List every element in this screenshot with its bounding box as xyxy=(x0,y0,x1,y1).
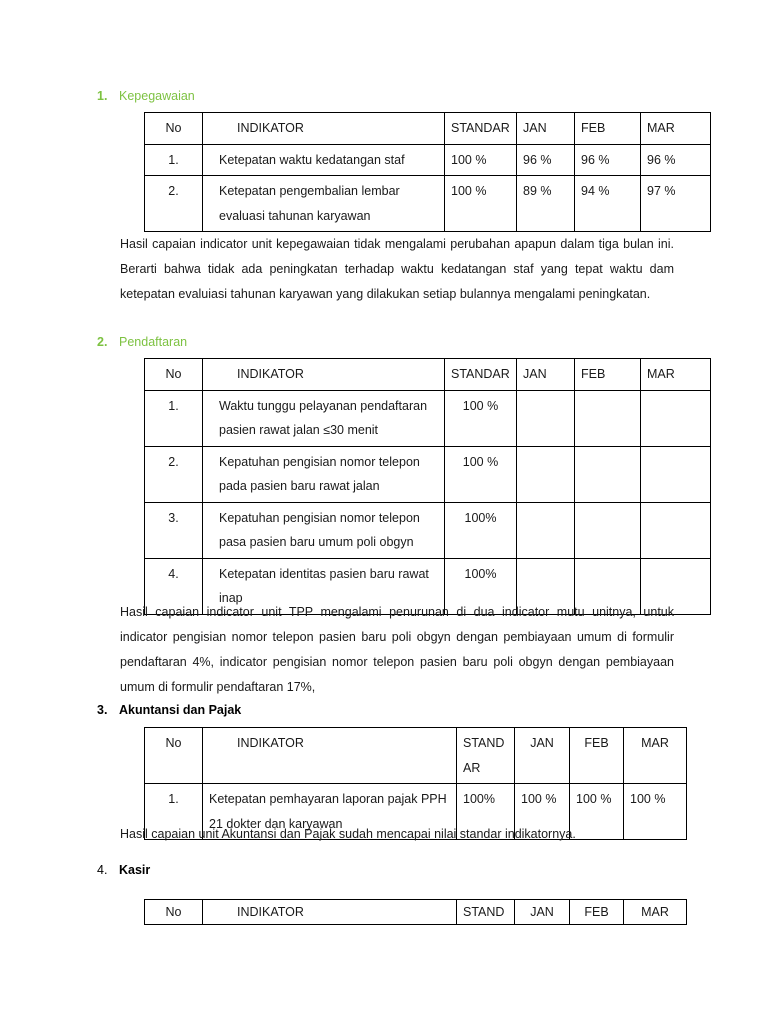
header-jan: JAN xyxy=(515,728,570,784)
header-indikator: INDIKATOR xyxy=(203,359,445,391)
cell-indikator: Ketepatan waktu kedatangan staf xyxy=(203,144,445,176)
cell-indikator: Kepatuhan pengisian nomor telepon pasa pasien baru umum poli obgyn xyxy=(203,502,445,558)
cell-no: 1. xyxy=(145,144,203,176)
cell-no: 1. xyxy=(145,784,203,840)
header-standar: STANDAR xyxy=(445,113,517,145)
table-header-row xyxy=(145,728,687,784)
header-no: No xyxy=(145,728,203,784)
header-no: No xyxy=(145,113,203,145)
section-number: 2. xyxy=(97,335,108,349)
table-row xyxy=(145,446,711,502)
table-header-row xyxy=(145,900,687,925)
cell-jan xyxy=(517,446,575,502)
section-heading-akuntansi xyxy=(97,700,241,720)
cell-no: 1. xyxy=(145,390,203,446)
cell-no: 2. xyxy=(145,176,203,232)
cell-mar xyxy=(641,446,711,502)
cell-mar: 100 % xyxy=(624,784,687,840)
header-no: No xyxy=(145,900,203,925)
cell-standar: 100 % xyxy=(445,446,517,502)
pendaftaran-summary: Hasil capaian indicator unit TPP mengalami penurunan di dua indicator mutu unitnya, untuk indicator pengisian nomor telepon pasien baru poli obgyn dengan pembiayaan umum di formulir pendaftaran 4%, indicator pengisian nomor telepon pasien baru poli obgyn dengan pembiayaan umum di formulir pendaftaran 17%, xyxy=(120,605,674,694)
header-jan: JAN xyxy=(517,113,575,145)
kepegawaian-summary: Hasil capaian indicator unit kepegawaian tidak mengalami perubahan apapun dalam tiga bulan ini. Berarti bahwa tidak ada peningkatan terhadap waktu kedatangan staf yang tepat waktu dam ketepatan evaluiasi tahunan karyawan yang dilakukan setiap bulannya mengalami peningkatan. xyxy=(120,237,674,301)
cell-jan: 96 % xyxy=(517,144,575,176)
section-title: Akuntansi dan Pajak xyxy=(119,703,242,717)
section-number: 4. xyxy=(97,863,108,877)
akuntansi-summary: Hasil capaian unit Akuntansi dan Pajak sudah mencapai nilai standar indikatornya. xyxy=(120,827,576,841)
cell-standar: 100% xyxy=(457,784,515,840)
section-title: Kasir xyxy=(119,863,151,877)
cell-mar: 96 % xyxy=(641,144,711,176)
header-indikator: INDIKATOR xyxy=(203,113,445,145)
table-header-row xyxy=(145,113,711,145)
cell-feb: 96 % xyxy=(575,144,641,176)
header-feb: FEB xyxy=(575,359,641,391)
cell-indikator: Ketepatan pemhayaran laporan pajak PPH 21 dokter dan karyawan xyxy=(203,784,457,840)
header-jan: JAN xyxy=(515,900,570,925)
cell-indikator: Ketepatan identitas pasien baru rawat inap xyxy=(203,558,445,614)
cell-standar: 100% xyxy=(445,502,517,558)
header-indikator: INDIKATOR xyxy=(203,900,457,925)
pendaftaran-table xyxy=(144,358,711,615)
kepegawaian-table xyxy=(144,112,711,232)
header-feb: FEB xyxy=(570,900,624,925)
table-row xyxy=(145,144,711,176)
header-mar: MAR xyxy=(641,113,711,145)
cell-standar: 100 % xyxy=(445,390,517,446)
table-row xyxy=(145,502,711,558)
cell-indikator: Waktu tunggu pelayanan pendaftaran pasien rawat jalan ≤30 menit xyxy=(203,390,445,446)
header-feb: FEB xyxy=(575,113,641,145)
header-standar: STANDAR xyxy=(457,728,515,784)
cell-no: 4. xyxy=(145,558,203,614)
cell-mar: 97 % xyxy=(641,176,711,232)
section-number: 3. xyxy=(97,703,108,717)
cell-feb xyxy=(575,390,641,446)
table-row xyxy=(145,390,711,446)
cell-feb xyxy=(575,502,641,558)
cell-standar: 100 % xyxy=(445,176,517,232)
cell-indikator: Kepatuhan pengisian nomor telepon pada pasien baru rawat jalan xyxy=(203,446,445,502)
section-heading-kasir xyxy=(97,860,150,880)
table-row xyxy=(145,176,711,232)
section-heading-kepegawaian xyxy=(97,86,195,106)
header-mar: MAR xyxy=(641,359,711,391)
header-mar: MAR xyxy=(624,728,687,784)
cell-mar xyxy=(641,502,711,558)
cell-feb: 94 % xyxy=(575,176,641,232)
cell-jan: 89 % xyxy=(517,176,575,232)
kasir-table xyxy=(144,899,687,925)
cell-no: 3. xyxy=(145,502,203,558)
cell-indikator: Ketepatan pengembalian lembar evaluasi tahunan karyawan xyxy=(203,176,445,232)
header-standar: STAND xyxy=(457,900,515,925)
header-jan: JAN xyxy=(517,359,575,391)
cell-jan xyxy=(517,502,575,558)
cell-mar xyxy=(641,390,711,446)
cell-standar: 100% xyxy=(445,558,517,614)
header-standar: STANDAR xyxy=(445,359,517,391)
header-indikator: INDIKATOR xyxy=(203,728,457,784)
section-number: 1. xyxy=(97,89,108,103)
header-mar: MAR xyxy=(624,900,687,925)
header-no: No xyxy=(145,359,203,391)
cell-jan xyxy=(517,390,575,446)
cell-feb: 100 % xyxy=(570,784,624,840)
table-header-row xyxy=(145,359,711,391)
cell-standar: 100 % xyxy=(445,144,517,176)
section-title: Kepegawaian xyxy=(119,89,195,103)
cell-feb xyxy=(575,446,641,502)
cell-jan: 100 % xyxy=(515,784,570,840)
cell-no: 2. xyxy=(145,446,203,502)
section-title: Pendaftaran xyxy=(119,335,188,349)
header-feb: FEB xyxy=(570,728,624,784)
section-heading-pendaftaran xyxy=(97,332,187,352)
